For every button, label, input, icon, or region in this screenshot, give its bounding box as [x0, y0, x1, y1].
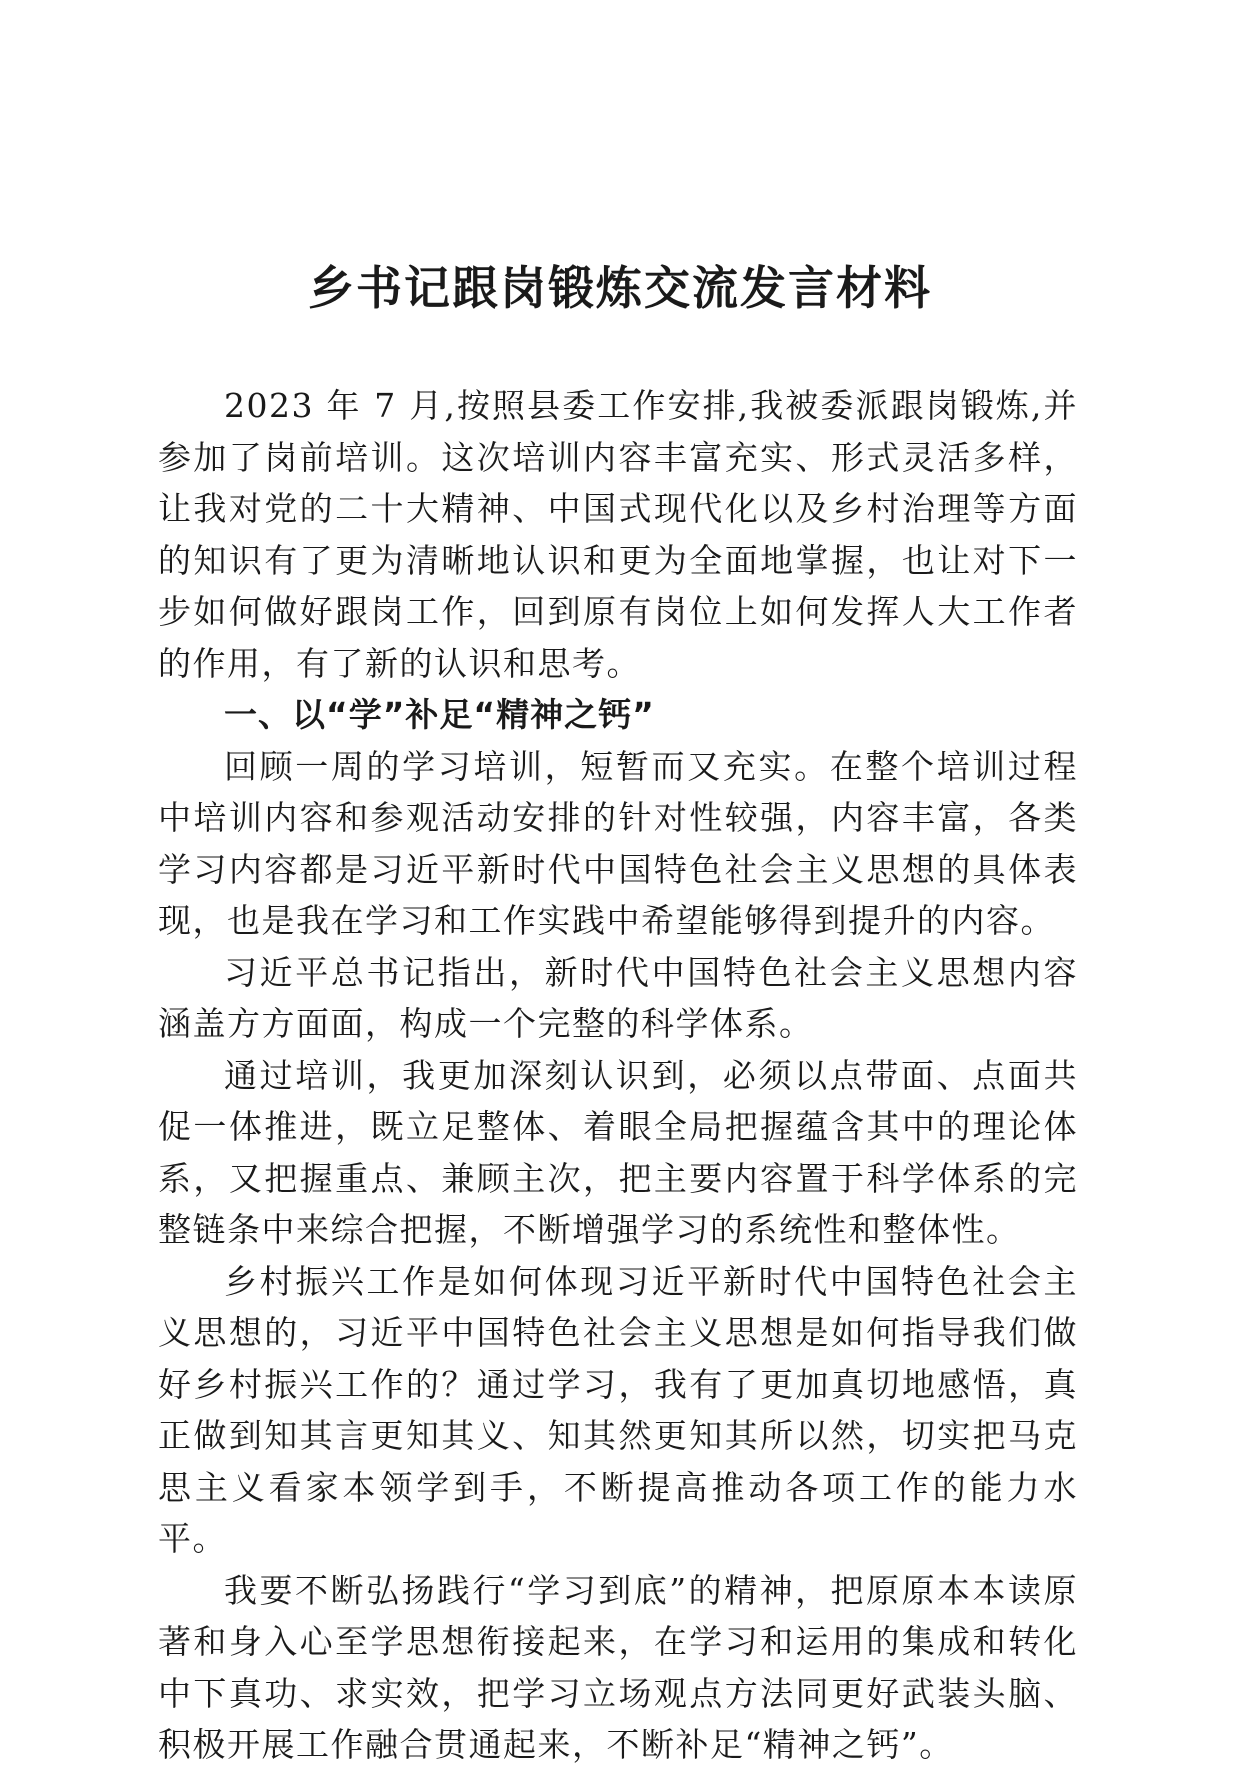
paragraph-training: 通过培训，我更加深刻认识到，必须以点带面、点面共促一体推进，既立足整体、着眼全局把握蕴含其中的理论体系，又把握重点、兼顾主次，把主要内容置于科学体系的完整链条中来综合把握，不断增强学习的系统性和整体性。	[158, 1055, 1078, 1249]
document-title: 乡书记跟岗锻炼交流发言材料	[308, 261, 932, 315]
paragraph-commitment: 我要不断弘扬践行“学习到底”的精神，把原原本本读原著和身入心至学思想衔接起来，在学习和运用的集成和转化中下真功、求实效，把学习立场观点方法同更好武装头脑、积极开展工作融合贯通起来，不断补足“精神之钙”。	[158, 1570, 1078, 1764]
paragraph-review: 回顾一周的学习培训，短暂而又充实。在整个培训过程中培训内容和参观活动安排的针对性较强，内容丰富，各类学习内容都是习近平新时代中国特色社会主义思想的具体表现，也是我在学习和工作实践中希望能够得到提升的内容。	[158, 746, 1078, 940]
paragraph-intro: 2023 年 7 月,按照县委工作安排,我被委派跟岗锻炼,并参加了岗前培训。这次培训内容丰富充实、形式灵活多样，让我对党的二十大精神、中国式现代化以及乡村治理等方面的知识有了更为清晰地认识和更为全面地掌握，也让对下一步如何做好跟岗工作，回到原有岗位上如何发挥人大工作者的作用，有了新的认识和思考。	[158, 386, 1078, 683]
paragraph-rural-revitalization: 乡村振兴工作是如何体现习近平新时代中国特色社会主义思想的，习近平中国特色社会主义思想是如何指导我们做好乡村振兴工作的？通过学习，我有了更加真切地感悟，真正做到知其言更知其义、知其然更知其所以然，切实把马克思主义看家本领学到手，不断提高推动各项工作的能力水平。	[158, 1261, 1078, 1558]
document-body	[158, 380, 1078, 1771]
section-heading-1: 一、以“学”补足“精神之钙”	[224, 695, 655, 734]
paragraph-quote: 习近平总书记指出，新时代中国特色社会主义思想内容涵盖方方面面，构成一个完整的科学体系。	[158, 952, 1078, 1043]
